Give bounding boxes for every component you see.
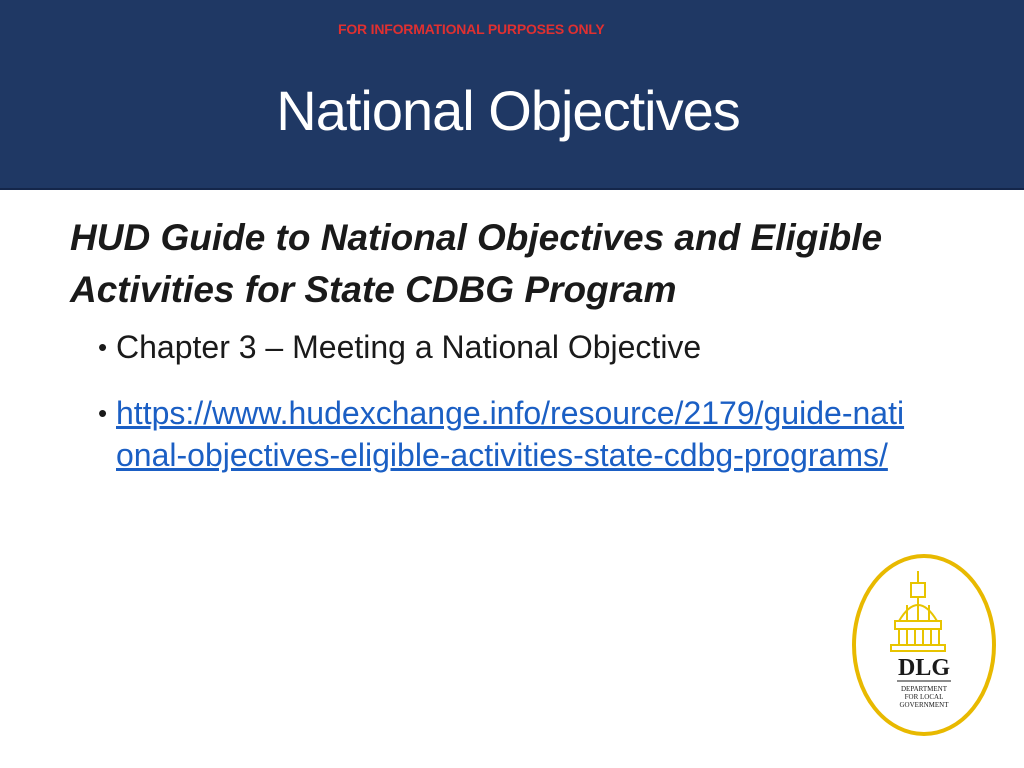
logo-text-line3: GOVERNMENT [899, 701, 949, 709]
bullet-icon: • [98, 398, 108, 428]
bullet-icon: • [98, 332, 108, 362]
dlg-logo [851, 553, 997, 737]
disclaimer-text: FOR INFORMATIONAL PURPOSES ONLY [338, 21, 605, 37]
section-subtitle: HUD Guide to National Objectives and Eligible Activities for State CDBG Program [70, 217, 883, 310]
logo-text-line1: DEPARTMENT [901, 685, 947, 693]
logo-text-line2: FOR LOCAL [904, 693, 944, 701]
logo-abbr: DLG [897, 655, 951, 681]
bullet-item [98, 326, 918, 368]
bullet-item [98, 392, 918, 476]
bullet-text: Chapter 3 – Meeting a National Objective [116, 329, 702, 365]
page-title: National Objectives [276, 79, 740, 142]
resource-link[interactable]: https://www.hudexchange.info/resource/2179/guide-national-objectives-eligible-activities-state-cdbg-programs/ [116, 395, 905, 473]
header-banner [0, 0, 1024, 190]
